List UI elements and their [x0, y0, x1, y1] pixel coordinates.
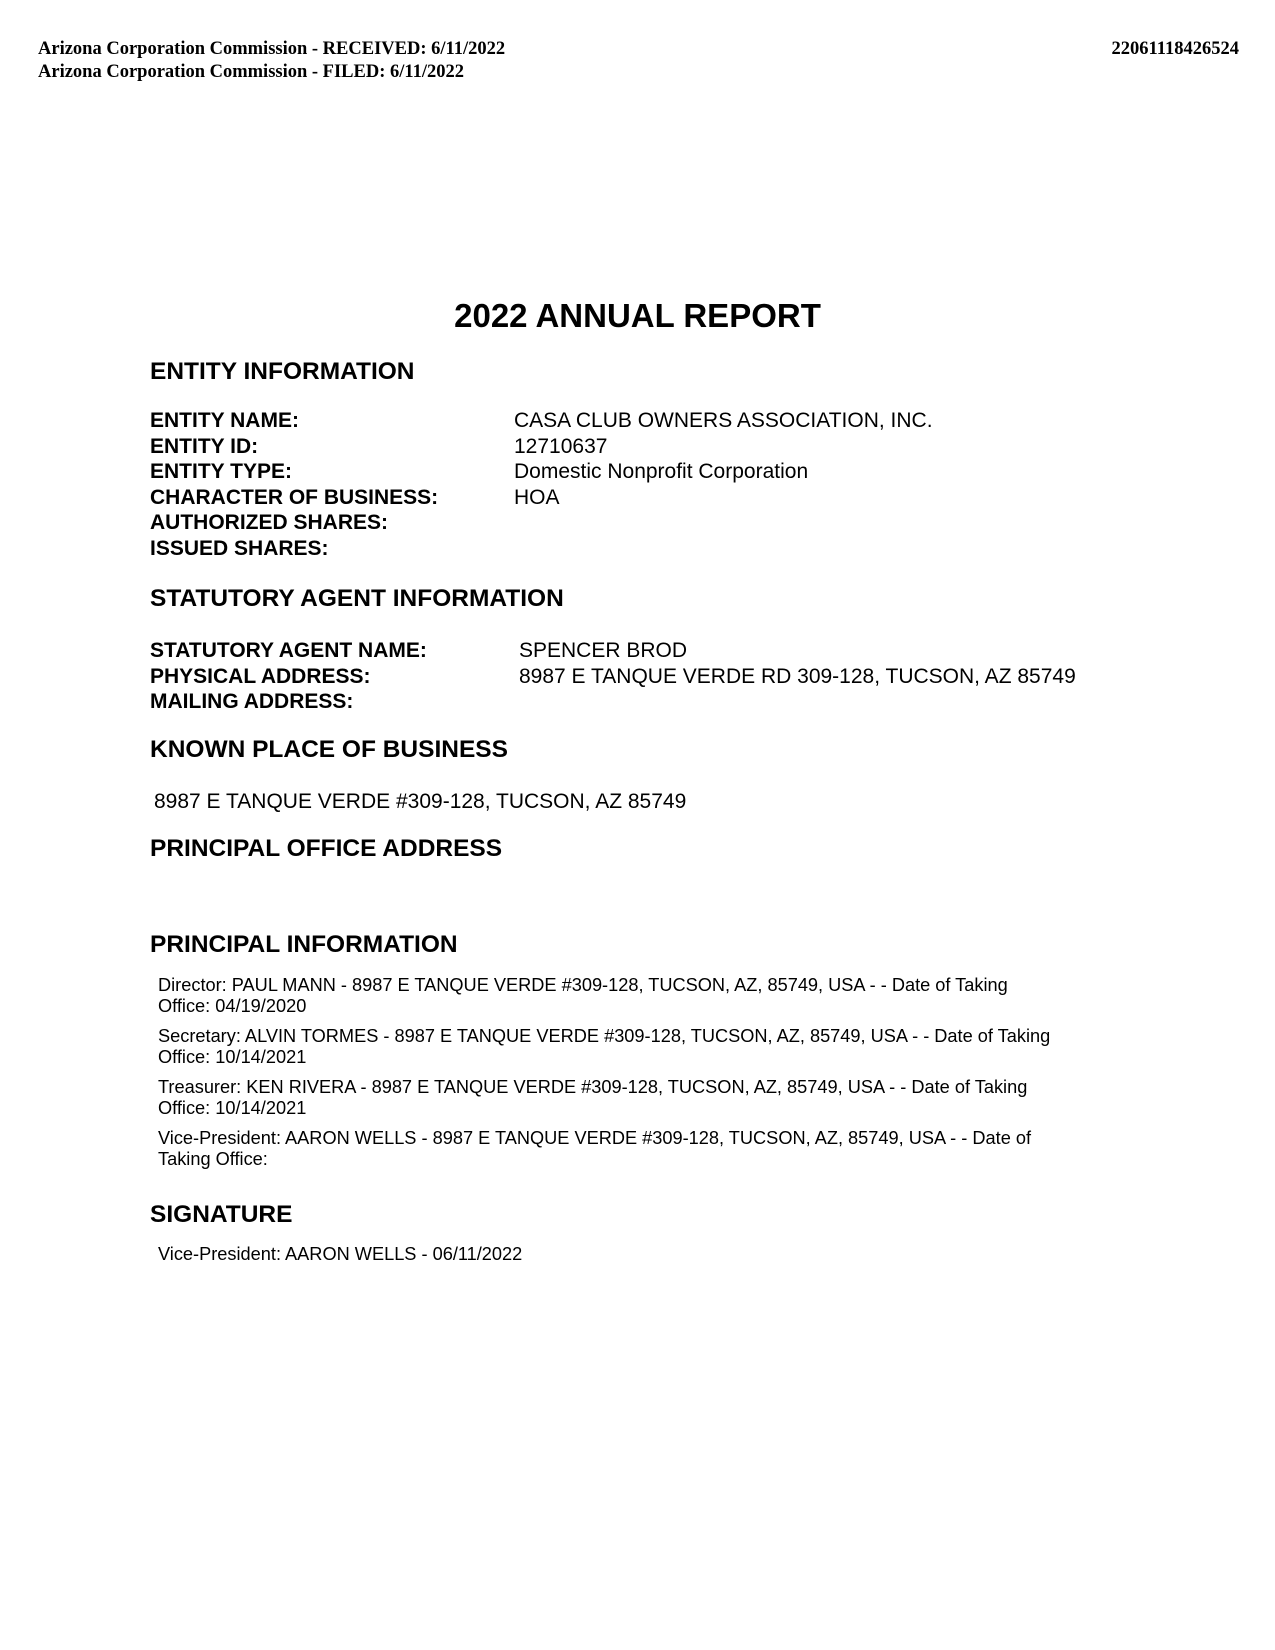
field-label: STATUTORY AGENT NAME:	[150, 639, 427, 662]
principal-director	[158, 975, 1118, 1017]
page-title: 2022 ANNUAL REPORT	[454, 297, 821, 334]
principal-line: Director: PAUL MANN - 8987 E TANQUE VERDE #309-128, TUCSON, AZ, 85749, USA - - Date of Taking	[158, 975, 1008, 995]
principal-list	[158, 975, 1118, 1179]
filed-line: Arizona Corporation Commission - FILED: 6/11/2022	[38, 62, 465, 82]
field-label: ENTITY TYPE:	[150, 460, 292, 483]
filing-stamp	[38, 38, 505, 84]
principal-information-heading: PRINCIPAL INFORMATION	[150, 931, 458, 958]
entity-name-row	[150, 408, 933, 434]
principal-line: Vice-President: AARON WELLS - 8987 E TANQUE VERDE #309-128, TUCSON, AZ, 85749, USA - - Date of	[158, 1128, 1032, 1148]
field-label: ENTITY ID:	[150, 434, 259, 458]
issued-shares-row	[150, 536, 438, 562]
field-value: HOA	[514, 485, 560, 509]
authorized-shares-row	[150, 510, 438, 536]
entity-type-row	[150, 459, 809, 485]
mailing-address-row	[150, 689, 427, 715]
known-place-heading: KNOWN PLACE OF BUSINESS	[150, 736, 508, 763]
field-label: MAILING ADDRESS:	[150, 690, 354, 713]
field-value: 8987 E TANQUE VERDE RD 309-128, TUCSON, AZ 85749	[519, 664, 1076, 688]
known-place-address: 8987 E TANQUE VERDE #309-128, TUCSON, AZ 85749	[154, 790, 687, 813]
field-label: ISSUED SHARES:	[150, 536, 329, 560]
entity-information-heading: ENTITY INFORMATION	[150, 358, 415, 385]
principal-line: Office: 04/19/2020	[158, 996, 307, 1016]
entity-id-row	[150, 434, 608, 460]
field-value: Domestic Nonprofit Corporation	[514, 460, 809, 483]
principal-line: Secretary: ALVIN TORMES - 8987 E TANQUE VERDE #309-128, TUCSON, AZ, 85749, USA - - Date of Taking	[158, 1026, 1051, 1046]
statutory-agent-table	[150, 638, 1076, 715]
signature-heading: SIGNATURE	[150, 1201, 293, 1228]
principal-office-heading: PRINCIPAL OFFICE ADDRESS	[150, 835, 503, 862]
field-label: PHYSICAL ADDRESS:	[150, 664, 371, 688]
physical-address-row	[150, 664, 1076, 690]
field-value: 12710637	[514, 434, 608, 458]
field-label: CHARACTER OF BUSINESS:	[150, 485, 439, 509]
character-of-business-row	[150, 485, 560, 511]
principal-line: Taking Office:	[158, 1149, 268, 1169]
principal-treasurer	[158, 1077, 1118, 1119]
agent-name-row	[150, 638, 688, 664]
field-value: SPENCER BROD	[519, 639, 688, 662]
received-line: Arizona Corporation Commission - RECEIVED: 6/11/2022	[38, 39, 506, 59]
file-number: 22061118426524	[1111, 39, 1239, 59]
principal-vice-president	[158, 1128, 1118, 1170]
signature-line: Vice-President: AARON WELLS - 06/11/2022	[158, 1244, 523, 1264]
field-value: CASA CLUB OWNERS ASSOCIATION, INC.	[514, 409, 933, 432]
principal-line: Office: 10/14/2021	[158, 1098, 307, 1118]
principal-secretary	[158, 1026, 1118, 1068]
field-label: ENTITY NAME:	[150, 409, 299, 432]
principal-line: Treasurer: KEN RIVERA - 8987 E TANQUE VERDE #309-128, TUCSON, AZ, 85749, USA - - Date of Taking	[158, 1077, 1028, 1097]
field-label: AUTHORIZED SHARES:	[150, 511, 389, 534]
principal-line: Office: 10/14/2021	[158, 1047, 307, 1067]
statutory-agent-heading: STATUTORY AGENT INFORMATION	[150, 585, 564, 612]
entity-information-table	[150, 408, 933, 561]
